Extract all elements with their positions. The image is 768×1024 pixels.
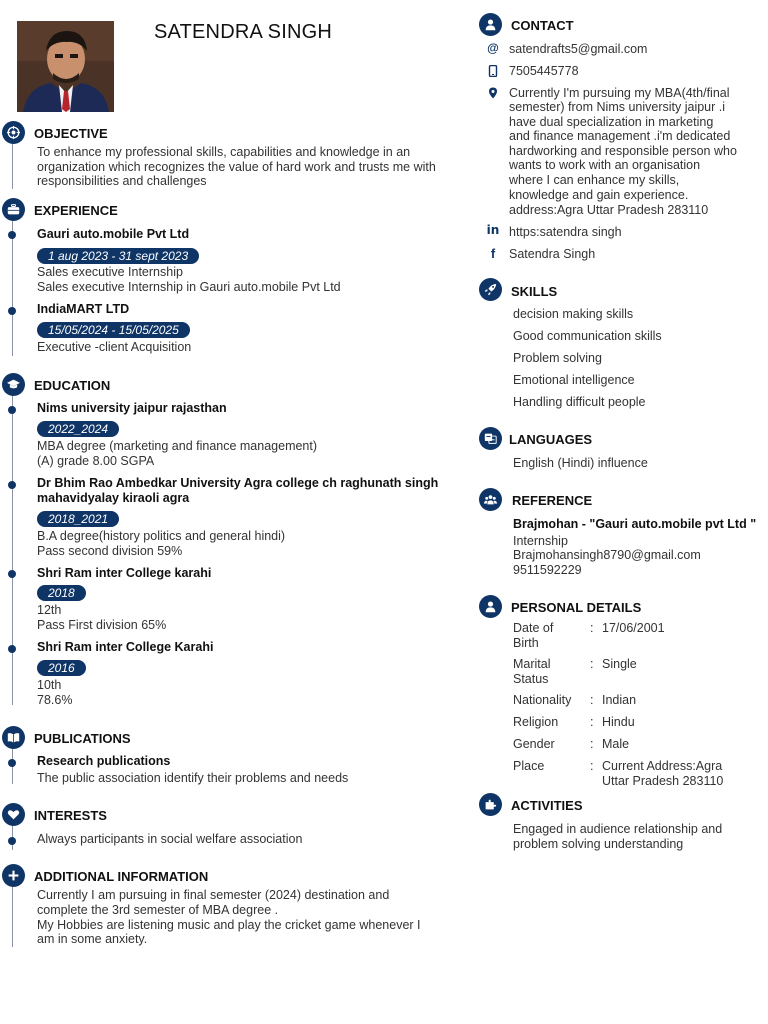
book-icon <box>2 726 25 749</box>
facebook-icon: f <box>490 245 496 261</box>
contact-address-line: wants to work with an organisation <box>509 158 701 172</box>
personal-colon: : <box>590 715 594 729</box>
personal-colon: : <box>590 693 594 707</box>
contact-phone[interactable]: 7505445778 <box>509 64 579 78</box>
person-icon <box>479 595 502 618</box>
reference-email[interactable]: Brajmohansingh8790@gmail.com <box>513 548 701 562</box>
contact-address-line: semester) from Nims university jaipur .i <box>509 100 726 114</box>
education-degree: MBA degree (marketing and finance management) <box>37 439 318 453</box>
experience-date-badge <box>37 247 199 265</box>
contact-address-line: knowledge and gain experience. <box>509 188 689 202</box>
personal-label: Birth <box>513 635 539 650</box>
personal-row-dob <box>513 621 752 650</box>
personal-value: Single <box>602 657 637 671</box>
contact-address-line: Currently I'm pursuing my MBA(4th/final <box>509 86 730 100</box>
experience-dot <box>8 231 16 239</box>
education-result: Pass second division 59% <box>37 544 183 558</box>
contact-linkedin[interactable]: https:satendra singh <box>509 225 622 239</box>
personal-label: Status <box>513 671 549 686</box>
education-year-badge <box>37 584 86 602</box>
experience-timeline-line <box>12 220 13 356</box>
linkedin-icon: in <box>486 223 500 237</box>
briefcase-icon <box>2 198 25 221</box>
contact-heading: CONTACT <box>511 18 574 33</box>
education-year: 2016 <box>37 660 86 676</box>
experience-company: Gauri auto.mobile Pvt Ltd <box>37 227 190 241</box>
skill-item: Problem solving <box>513 351 602 365</box>
personal-row-gender <box>513 737 752 752</box>
language-item: English (Hindi) influence <box>513 456 648 470</box>
contact-address-line: hardworking and responsible person who <box>509 144 737 158</box>
personal-label: Gender <box>513 737 555 751</box>
group-people-icon <box>479 488 502 511</box>
personal-label: Place <box>513 759 545 773</box>
additional-timeline-line <box>12 887 13 947</box>
candidate-name: SATENDRA SINGH <box>154 21 333 43</box>
education-result: 78.6% <box>37 693 73 707</box>
skill-item: decision making skills <box>513 307 634 321</box>
reference-phone[interactable]: 9511592229 <box>513 563 582 577</box>
heart-icon <box>2 803 25 826</box>
education-year: 2022_2024 <box>37 421 119 437</box>
languages-heading: LANGUAGES <box>509 432 593 447</box>
experience-description: Sales executive Internship in Gauri auto.mobile Pvt Ltd <box>37 280 341 294</box>
reference-role: Internship <box>513 534 568 548</box>
skill-item: Handling difficult people <box>513 395 646 409</box>
rocket-icon <box>479 278 502 301</box>
personal-row-religion <box>513 715 752 730</box>
graduation-cap-icon <box>2 373 25 396</box>
skills-heading: SKILLS <box>511 284 558 299</box>
interests-heading: INTERESTS <box>34 808 107 823</box>
experience-role: Sales executive Internship <box>37 265 183 279</box>
contact-email[interactable]: satendrafts5@gmail.com <box>509 42 648 56</box>
personal-value: 17/06/2001 <box>602 621 665 635</box>
experience-heading: EXPERIENCE <box>34 203 118 218</box>
personal-row-nationality <box>513 693 752 708</box>
education-year-badge <box>37 510 119 528</box>
puzzle-icon <box>479 793 502 816</box>
reference-name: Brajmohan - "Gauri auto.mobile pvt Ltd " <box>513 517 757 531</box>
education-year: 2018_2021 <box>37 511 119 527</box>
personal-colon: : <box>590 621 594 635</box>
experience-description: Executive -client Acquisition <box>37 340 192 354</box>
plus-icon <box>2 864 25 887</box>
additional-heading: ADDITIONAL INFORMATION <box>34 869 209 884</box>
language-translate-icon <box>479 427 502 450</box>
education-dot <box>8 645 16 653</box>
objective-text: To enhance my professional skills, capabilities and knowledge in an organization which recognizes the value of hard work and trusts me with responsibilities and challenges <box>37 145 436 189</box>
personal-value: Hindu <box>602 715 635 729</box>
reference-heading: REFERENCE <box>512 493 593 508</box>
personal-row-place <box>513 759 752 788</box>
experience-dot <box>8 307 16 315</box>
education-heading: EDUCATION <box>34 378 111 393</box>
interests-dot <box>8 837 16 845</box>
activities-heading: ACTIVITIES <box>511 798 583 813</box>
experience-date-badge <box>37 321 190 339</box>
education-degree: B.A degree(history politics and general hindi) <box>37 529 286 543</box>
objective-heading: OBJECTIVE <box>34 126 108 141</box>
education-dot <box>8 481 16 489</box>
interest-item: Always participants in social welfare association <box>37 832 303 846</box>
publication-description: The public association identify their problems and needs <box>37 771 349 785</box>
education-dot <box>8 406 16 414</box>
education-year-badge <box>37 420 119 438</box>
personal-value: Uttar Pradesh 283110 <box>602 773 724 788</box>
profile-photo <box>17 21 114 112</box>
education-year: 2018 <box>37 585 86 601</box>
personal-colon: : <box>590 759 594 773</box>
personal-colon: : <box>590 657 594 671</box>
personal-value: Current Address:Agra <box>602 759 723 773</box>
experience-company: IndiaMART LTD <box>37 302 130 316</box>
location-pin-icon <box>486 86 500 100</box>
personal-row-marital <box>513 657 752 686</box>
education-dot <box>8 570 16 578</box>
additional-line: am in some anxiety. <box>37 932 148 946</box>
objective-target-icon <box>2 121 25 144</box>
activity-line: problem solving understanding <box>513 837 684 851</box>
skill-item: Emotional intelligence <box>513 373 635 387</box>
at-sign-icon: @ <box>487 41 499 55</box>
additional-line: Currently I am pursuing in final semester (2024) destination and <box>37 888 390 902</box>
education-school: Shri Ram inter College Karahi <box>37 640 214 654</box>
contact-address-line: and finance management .i'm dedicated <box>509 129 731 143</box>
skill-item: Good communication skills <box>513 329 662 343</box>
personal-label: Religion <box>513 715 559 729</box>
contact-facebook[interactable]: Satendra Singh <box>509 247 596 261</box>
education-school: Shri Ram inter College karahi <box>37 566 212 580</box>
education-year-badge <box>37 659 86 677</box>
publications-dot <box>8 759 16 767</box>
additional-line: complete the 3rd semester of MBA degree . <box>37 903 279 917</box>
education-result: (A) grade 8.00 SGPA <box>37 454 155 468</box>
personal-value: Indian <box>602 693 637 707</box>
personal-colon: : <box>590 737 594 751</box>
personal-label: Nationality <box>513 693 572 707</box>
profile-photo-illustration <box>17 21 114 112</box>
additional-line: My Hobbies are listening music and play the cricket game whenever I <box>37 918 421 932</box>
contact-address-line: have dual specialization in marketing <box>509 115 714 129</box>
personal-details-heading: PERSONAL DETAILS <box>511 600 642 615</box>
objective-timeline-line <box>12 143 13 189</box>
education-school: Dr Bhim Rao Ambedkar University Agra college ch raghunath singh <box>37 476 439 490</box>
experience-dates: 1 aug 2023 - 31 sept 2023 <box>37 248 199 264</box>
personal-label: Date of <box>513 621 554 635</box>
activity-line: Engaged in audience relationship and <box>513 822 723 836</box>
education-school: Nims university jaipur rajasthan <box>37 401 227 415</box>
experience-dates: 15/05/2024 - 15/05/2025 <box>37 322 190 338</box>
contact-person-icon <box>479 13 502 36</box>
education-degree: 12th <box>37 603 62 617</box>
contact-address-line: address:Agra Uttar Pradesh 283110 <box>509 203 709 217</box>
contact-address-line: where I can enhance my skills, <box>509 173 680 187</box>
education-result: Pass First division 65% <box>37 618 167 632</box>
publications-heading: PUBLICATIONS <box>34 731 131 746</box>
education-degree: 10th <box>37 678 62 692</box>
personal-value: Male <box>602 737 630 751</box>
personal-label: Marital <box>513 657 551 671</box>
publication-title: Research publications <box>37 754 171 768</box>
education-timeline-line <box>12 395 13 705</box>
mobile-phone-icon <box>486 64 500 78</box>
education-school-continued: mahavidyalay kiraoli agra <box>37 491 190 505</box>
